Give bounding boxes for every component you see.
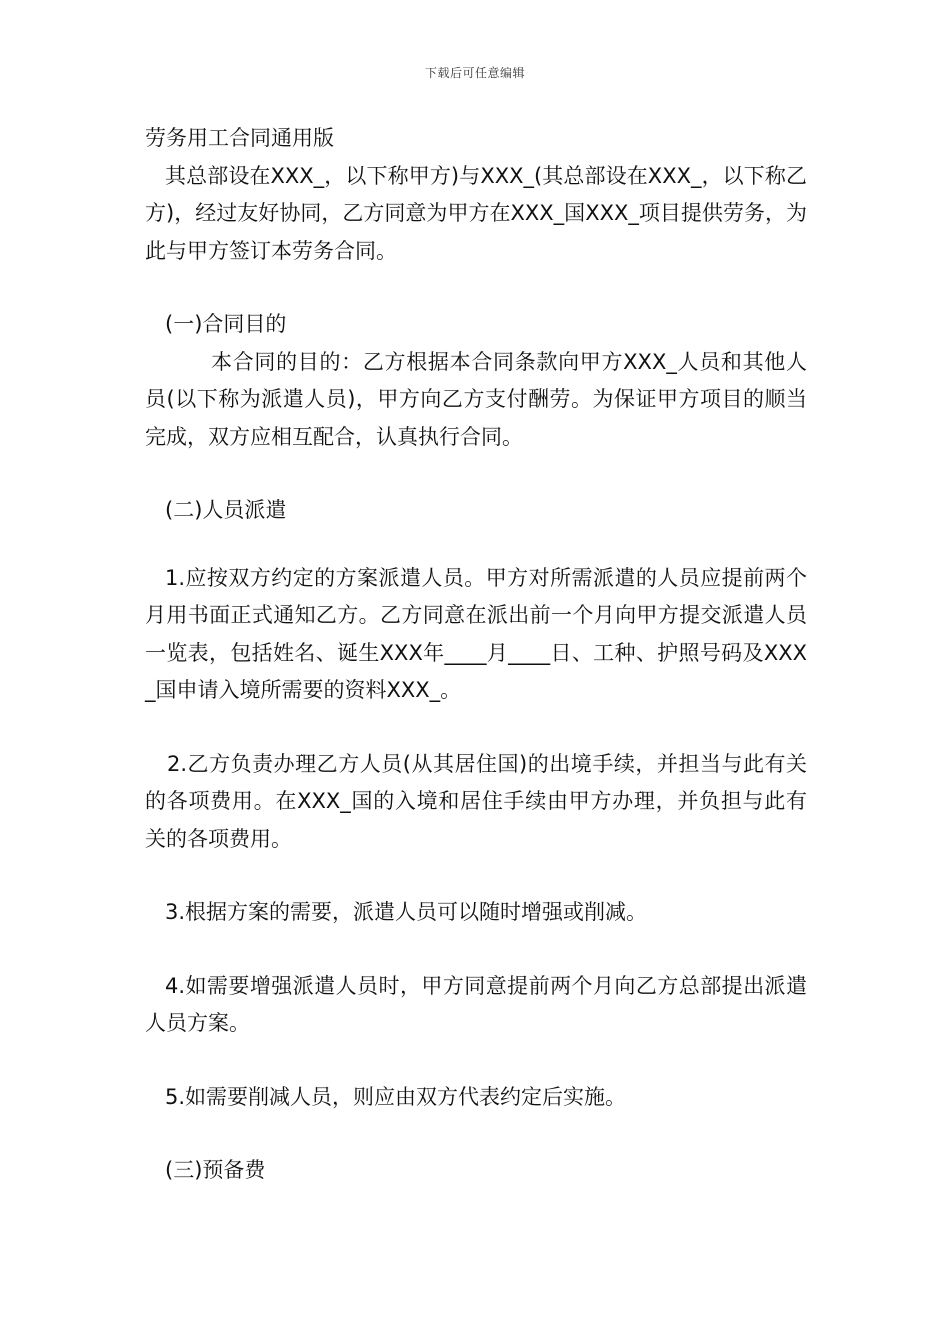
purpose-paragraph: 本合同的目的：乙方根据本合同条款向甲方XXX_人员和其他人员(以下称为派遣人员)，甲方向乙方支付酬劳。为保证甲方项目的顺当完成，双方应相互配合，认真执行合同。 xyxy=(145,349,807,449)
spacer xyxy=(145,456,807,492)
spacer xyxy=(145,710,807,746)
spacer xyxy=(145,530,807,560)
dispatch-item-2: 2.乙方负责办理乙方人员(从其居住国)的出境手续，并担当与此有关的各项费用。在XXX_国的入境和居住手续由甲方办理，并负担与此有关的各项费用。 xyxy=(145,751,807,851)
dispatch-item-1: 1.应按双方约定的方案派遣人员。甲方对所需派遣的人员应提前两个月用书面正式通知乙方。乙方同意在派出前一个月向甲方提交派遣人员一览表，包括姓名、诞生XXX年____月____日、工种、护照号码及XXX_国申请入境所需要的资料XXX_。 xyxy=(145,565,807,702)
dispatch-item-5: 5.如需要削减人员，则应由双方代表约定后实施。 xyxy=(165,1084,627,1109)
section-heading-dispatch: (二)人员派遣 xyxy=(165,498,287,522)
section-heading-reserve-fee: (三)预备费 xyxy=(165,1158,266,1182)
spacer xyxy=(145,1043,807,1079)
dispatch-item-4: 4.如需要增强派遣人员时，甲方同意提前两个月向乙方总部提出派遣人员方案。 xyxy=(145,973,807,1035)
spacer xyxy=(145,270,807,306)
spacer xyxy=(145,1116,807,1152)
intro-paragraph: 其总部设在XXX_，以下称甲方)与XXX_(其总部设在XXX_，以下称乙方)，经过友好协同，乙方同意为甲方在XXX_国XXX_项目提供劳务，为此与甲方签订本劳务合同。 xyxy=(145,163,807,263)
document-title: 劳务用工合同通用版 xyxy=(145,126,334,150)
spacer xyxy=(145,932,807,968)
page-header-note: 下载后可任意编辑 xyxy=(424,66,525,80)
spacer xyxy=(145,858,807,894)
document-body xyxy=(145,120,807,1190)
section-heading-purpose: (一)合同目的 xyxy=(165,312,287,336)
dispatch-item-3: 3.根据方案的需要，派遣人员可以随时增强或削减。 xyxy=(165,900,648,924)
